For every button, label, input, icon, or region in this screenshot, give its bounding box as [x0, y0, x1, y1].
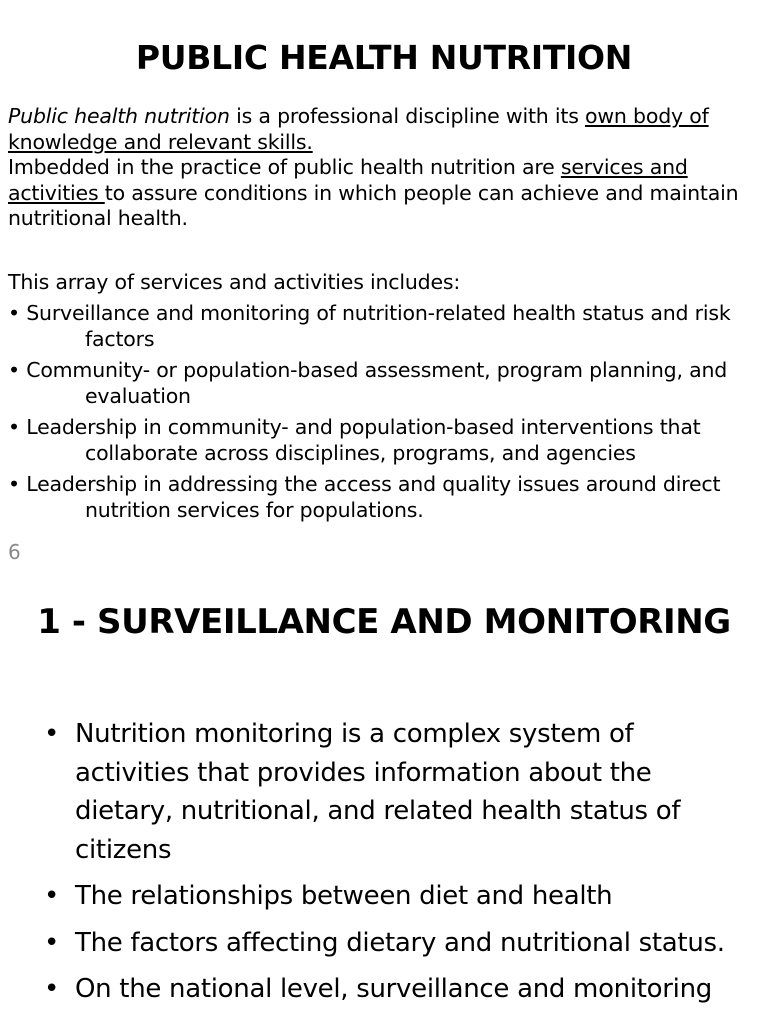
list-item: • Community- or population-based assessment, program planning, and evaluation: [8, 358, 728, 408]
list-item-text: Nutrition monitoring is a complex system of activities that provides information about the dietary, nutritional, and related health status of citizens: [75, 719, 681, 865]
list-item-text: The factors affecting dietary and nutritional status.: [75, 927, 725, 958]
definition-text: is a professional discipline with its: [229, 104, 586, 128]
slide-surveillance-monitoring: [0, 575, 768, 1024]
bullet-icon: •: [44, 719, 60, 749]
practice-underlined: services and activities: [8, 155, 688, 205]
list-item: [44, 877, 744, 916]
bullet-icon: •: [44, 881, 60, 911]
list-item-text: The relationships between diet and health: [75, 881, 613, 911]
list-item: • Surveillance and monitoring of nutrition-related health status and risk factors: [8, 301, 731, 351]
bullet-icon: •: [44, 927, 60, 958]
list-item: [44, 715, 744, 869]
slide-body: [8, 104, 760, 523]
list-item-text: On the national level, surveillance and monitoring: [75, 974, 712, 1004]
list-item: • Leadership in addressing the access and quality issues around direct nutrition services for populations.: [8, 472, 721, 522]
definition-underlined: own body of knowledge and relevant skills.: [8, 104, 709, 154]
slide-title: 1 - SURVEILLANCE AND MONITORING: [37, 602, 731, 642]
practice-text-start: Imbedded in the practice of public health nutrition are: [8, 155, 561, 179]
practice-paragraph: [8, 155, 760, 232]
definition-paragraph: [8, 104, 760, 155]
list-item: [44, 970, 744, 1009]
practice-text-end: to assure conditions in which people can achieve and maintain nutritional health.: [8, 180, 739, 230]
services-intro: This array of services and activities includes:: [8, 269, 461, 294]
list-item: • Leadership in community- and population-based interventions that collaborate across disciplines, programs, and agencies: [8, 415, 701, 465]
list-item: [44, 924, 744, 963]
page-number: 6: [8, 540, 21, 564]
paragraph-gap: [8, 232, 760, 270]
bullet-list: [44, 715, 744, 1017]
slide-title: PUBLIC HEALTH NUTRITION: [135, 38, 633, 77]
bullet-icon: •: [44, 974, 60, 1004]
term-italic: Public health nutrition: [8, 104, 230, 128]
